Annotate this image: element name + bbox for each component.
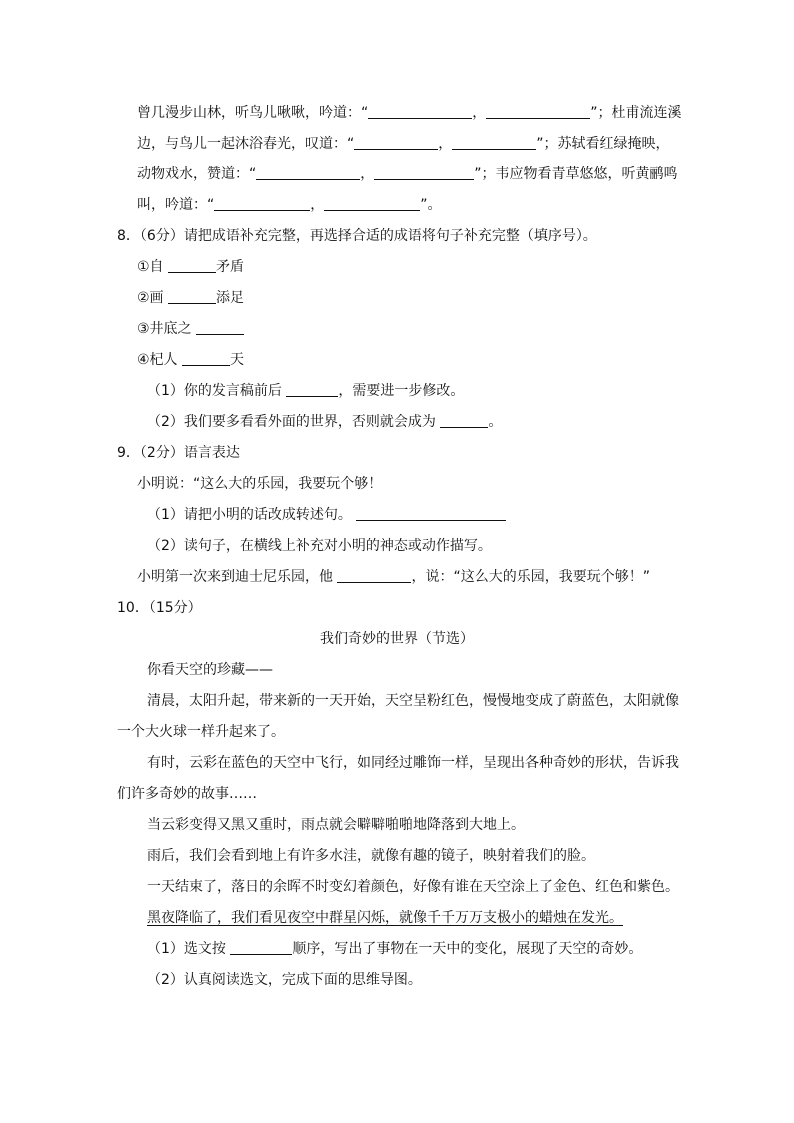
text: （1）选文按 [147, 941, 231, 957]
answer-blank[interactable] [168, 258, 216, 273]
answer-blank[interactable] [354, 135, 438, 150]
poem-line-2 [137, 134, 670, 154]
answer-blank[interactable] [337, 568, 411, 583]
text: （1）你的发言稿前后 [147, 383, 287, 399]
text: 小明第一次来到迪士尼乐园，他 [137, 569, 338, 585]
passage-paragraph: 当云彩变得又黑又重时，雨点就会噼噼啪啪地降落到大地上。 [147, 817, 525, 833]
text: ”。 [420, 197, 442, 213]
q8-sentence-2 [147, 412, 502, 432]
text: ， [310, 197, 325, 213]
answer-blank[interactable] [256, 165, 360, 180]
answer-blank[interactable] [452, 135, 536, 150]
q10-sentence-1 [147, 939, 642, 959]
text: ④杞人 [137, 352, 183, 368]
answer-blank[interactable] [168, 289, 216, 304]
q8-sentence-1 [147, 381, 464, 401]
idiom-item-1 [137, 257, 244, 277]
text: ”；韦应物看青草悠悠，听黄鹂鸣 [474, 166, 678, 182]
text: 。 [488, 414, 503, 430]
poem-line-4 [137, 195, 442, 215]
poem-line-1 [137, 103, 682, 123]
passage-paragraph: 一天结束了，落日的余晖不时变幻着颜色，好像有谁在天空涂上了金色、红色和紫色。 [147, 879, 679, 895]
q10-sentence-2: （2）认真阅读选文，完成下面的思维导图。 [147, 972, 422, 988]
text: 添足 [216, 290, 245, 306]
answer-blank[interactable] [486, 104, 590, 119]
idiom-item-3 [137, 319, 244, 339]
q9-sentence-1 [147, 505, 506, 525]
answer-blank[interactable] [286, 382, 338, 397]
passage-paragraph: 清晨，太阳升起，带来新的一天开始，天空呈粉红色，慢慢地变成了蔚蓝色，太阳就像 [147, 693, 679, 709]
answer-blank[interactable] [196, 320, 244, 335]
question-8-heading: 8．（6分）请把成语补充完整，再选择合适的成语将句子补充完整（填序号）。 [117, 228, 597, 244]
text: ”；苏轼看红绿掩映， [536, 136, 670, 152]
passage-paragraph: 一个大火球一样升起来了。 [117, 724, 285, 740]
q9-quote: 小明说：“这么大的乐园，我要玩个够！ [137, 476, 383, 492]
q9-sentence-3 [137, 567, 650, 587]
answer-blank[interactable] [214, 196, 310, 211]
text: 天 [230, 352, 245, 368]
answer-blank[interactable] [356, 506, 506, 521]
text: （2）我们要多看看外面的世界，否则就会成为 [147, 414, 441, 430]
passage-underlined-sentence: 黑夜降临了，我们看见夜空中群星闪烁，就像千千万万支极小的蜡烛在发光。 [147, 910, 623, 926]
text: ， [438, 136, 453, 152]
text: 叫，吟道：“ [137, 197, 215, 213]
text: ”；杜甫流连溪 [590, 105, 682, 121]
text: ，需要进一步修改。 [338, 383, 465, 399]
text: ， [472, 105, 487, 121]
passage-paragraph: 雨后，我们会看到地上有许多水洼，就像有趣的镜子，映射着我们的脸。 [147, 848, 595, 864]
text: ①自 [137, 259, 169, 275]
text: 曾几漫步山林，听鸟儿啾啾，吟道：“ [137, 105, 369, 121]
text: 动物戏水，赞道：“ [137, 166, 257, 182]
text: 矛盾 [216, 259, 245, 275]
text: ， [360, 166, 375, 182]
passage-paragraph: 们许多奇妙的故事…… [117, 786, 257, 802]
answer-blank[interactable] [368, 104, 472, 119]
text: ③井底之 [137, 321, 197, 337]
text: 顺序，写出了事物在一天中的变化，展现了天空的奇妙。 [292, 941, 643, 957]
answer-blank[interactable] [230, 940, 292, 955]
answer-blank[interactable] [374, 165, 474, 180]
poem-line-3 [137, 164, 678, 184]
passage-paragraph: 有时，云彩在蓝色的天空中飞行，如同经过雕饰一样，呈现出各种奇妙的形状，告诉我 [147, 755, 679, 771]
text: （1）请把小明的话改成转述句。 [147, 507, 357, 523]
question-10-heading: 10．（15分） [117, 600, 202, 616]
answer-blank[interactable] [324, 196, 420, 211]
idiom-item-4 [137, 350, 244, 370]
q9-sentence-2: （2）读句子，在横线上补充对小明的神态或动作描写。 [147, 538, 492, 554]
idiom-item-2 [137, 288, 244, 308]
text: ②画 [137, 290, 169, 306]
text: ，说：“这么大的乐园，我要玩个够！” [411, 569, 650, 585]
text: 边，与鸟儿一起沐浴春光，叹道：“ [137, 136, 355, 152]
passage-paragraph: 你看天空的珍藏—— [147, 662, 273, 678]
question-9-heading: 9．（2分）语言表达 [117, 445, 240, 461]
passage-title: 我们奇妙的世界（节选） [320, 631, 474, 647]
answer-blank[interactable] [182, 351, 230, 366]
answer-blank[interactable] [440, 413, 488, 428]
